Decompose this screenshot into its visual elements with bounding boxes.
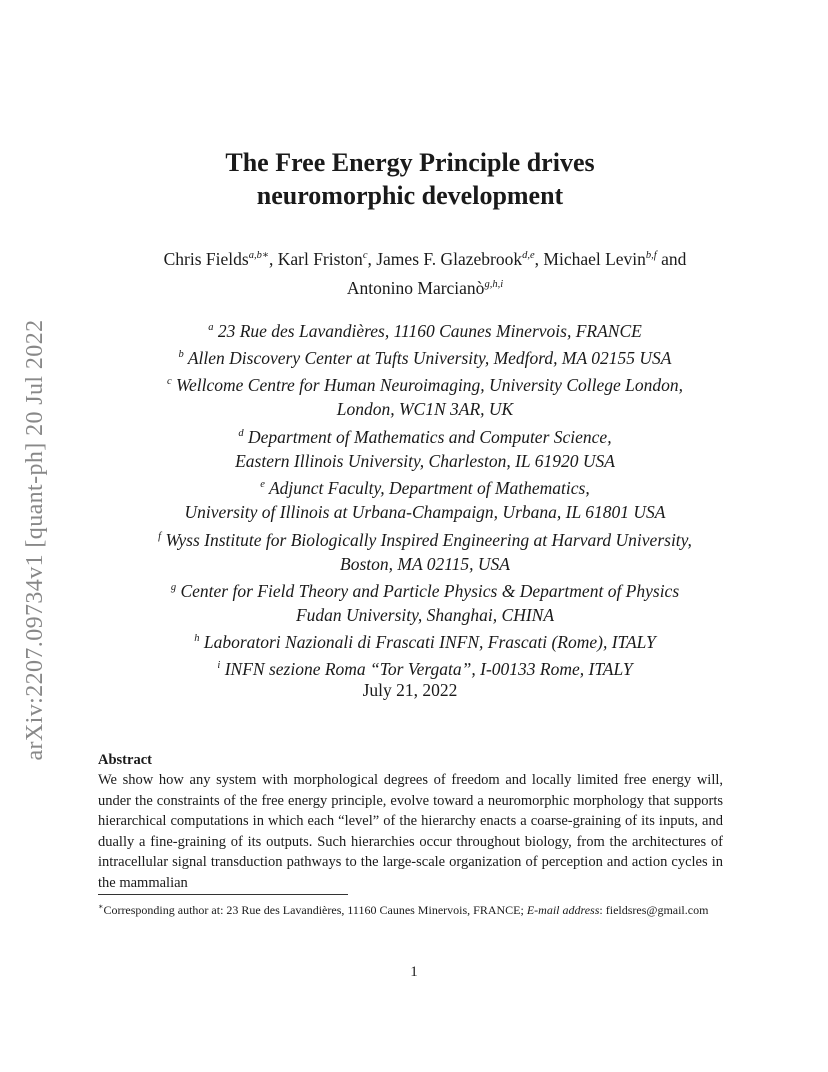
footnote-text: Corresponding author at: 23 Rue des Lavandières, 11160 Caunes Minervois, FRANCE;: [103, 903, 527, 917]
footnote-email: fieldsres@gmail.com: [605, 903, 709, 917]
author-affiliation-mark: a,b∗: [248, 250, 269, 261]
publication-date: July 21, 2022: [362, 680, 458, 700]
affiliation-line: [95, 525, 755, 552]
author-name: , Michael Levin: [534, 248, 646, 269]
author-affiliation-mark: c: [362, 250, 368, 261]
affiliation-text: Laboratori Nazionali di Frascati INFN, Frascati (Rome), ITALY: [203, 632, 656, 653]
page-number: 1: [410, 964, 418, 980]
author-line-1: [100, 243, 750, 272]
title-line-1: The Free Energy Principle drives: [225, 148, 595, 177]
affiliation-text: 23 Rue des Lavandières, 11160 Caunes Minervois, FRANCE: [217, 320, 642, 341]
affiliation-mark: c: [166, 376, 172, 388]
paper-title: [120, 146, 700, 212]
author-name: Antonino Marcianò: [346, 277, 485, 298]
footnote: [98, 899, 723, 918]
affiliation-mark: b: [178, 349, 184, 361]
author-affiliation-mark: d,e: [522, 250, 535, 261]
abstract-heading: Abstract: [98, 752, 152, 768]
affiliation-text: Center for Field Theory and Particle Physics & Department of Physics: [180, 580, 680, 601]
affiliation-mark: f: [158, 530, 162, 542]
affiliation-mark: i: [217, 660, 221, 672]
affiliation-line: [95, 473, 755, 500]
affiliation-line: [95, 370, 755, 397]
affiliation-line: Eastern Illinois University, Charleston, IL 61920 USA: [235, 450, 615, 471]
affiliation-line: Fudan University, Shanghai, CHINA: [295, 605, 555, 626]
author-affiliation-mark: g,h,i: [484, 278, 504, 290]
affiliation-line: [95, 422, 755, 449]
affiliation-line: [95, 627, 755, 654]
affiliation-text: Adjunct Faculty, Department of Mathematics,: [268, 477, 590, 498]
affiliation-line: [95, 654, 755, 681]
abstract-section: [98, 751, 723, 894]
footnote-mark: ∗: [98, 902, 104, 911]
affiliation-line: London, WC1N 3AR, UK: [336, 399, 514, 420]
footnote-email-label: E-mail address: [526, 903, 600, 917]
affiliation-text: INFN sezione Roma “Tor Vergata”, I-00133 Rome, ITALY: [224, 659, 633, 680]
affiliation-mark: g: [170, 581, 177, 593]
author-name: , Karl Friston: [268, 248, 363, 269]
abstract-text: We show how any system with morphological degrees of freedom and locally limited free energy will, under the constraints of the free energy principle, evolve toward a neuromorphic morphology that supports hierarchical computations in which each “level” of the hierarchy enacts a coarse-graining of its inputs, and dually a fine-graining of its outputs. Such hierarchies occur throughout biology, from the architectures of intracellular signal transduction pathways to the large-scale organization of perception and action cycles in the mammalian: [98, 772, 723, 891]
affiliation-text: Wyss Institute for Biologically Inspired Engineering at Harvard University,: [165, 529, 692, 550]
affiliation-line: [95, 343, 755, 370]
author-separator: and: [656, 248, 687, 269]
affiliation-mark: h: [194, 633, 200, 645]
affiliation-mark: d: [238, 427, 244, 439]
author-affiliation-mark: b,f: [645, 250, 657, 261]
footnote-colon: :: [599, 903, 603, 917]
arxiv-stamp: [10, 290, 60, 790]
affiliation-list: [95, 316, 755, 682]
affiliation-line: [95, 576, 755, 603]
affiliation-line: University of Illinois at Urbana-Champaign, Urbana, IL 61801 USA: [184, 502, 666, 523]
affiliation-text: Wellcome Centre for Human Neuroimaging, University College London,: [176, 375, 683, 396]
affiliation-text: Department of Mathematics and Computer Science,: [248, 426, 612, 447]
title-line-2: neuromorphic development: [256, 181, 564, 210]
affiliation-line: [95, 316, 755, 343]
affiliation-mark: a: [208, 322, 214, 333]
author-line-2: [100, 272, 750, 301]
author-list: [100, 243, 750, 301]
author-name: , James F. Glazebrook: [367, 248, 523, 269]
author-name: Chris Fields: [163, 248, 249, 269]
affiliation-text: Allen Discovery Center at Tufts University, Medford, MA 02155 USA: [187, 347, 672, 368]
affiliation-mark: e: [260, 479, 265, 491]
affiliation-line: Boston, MA 02115, USA: [340, 553, 510, 574]
footnote-rule: [98, 894, 348, 895]
arxiv-identifier: arXiv:2207.09734v1 [quant-ph] 20 Jul 2022: [22, 319, 48, 761]
